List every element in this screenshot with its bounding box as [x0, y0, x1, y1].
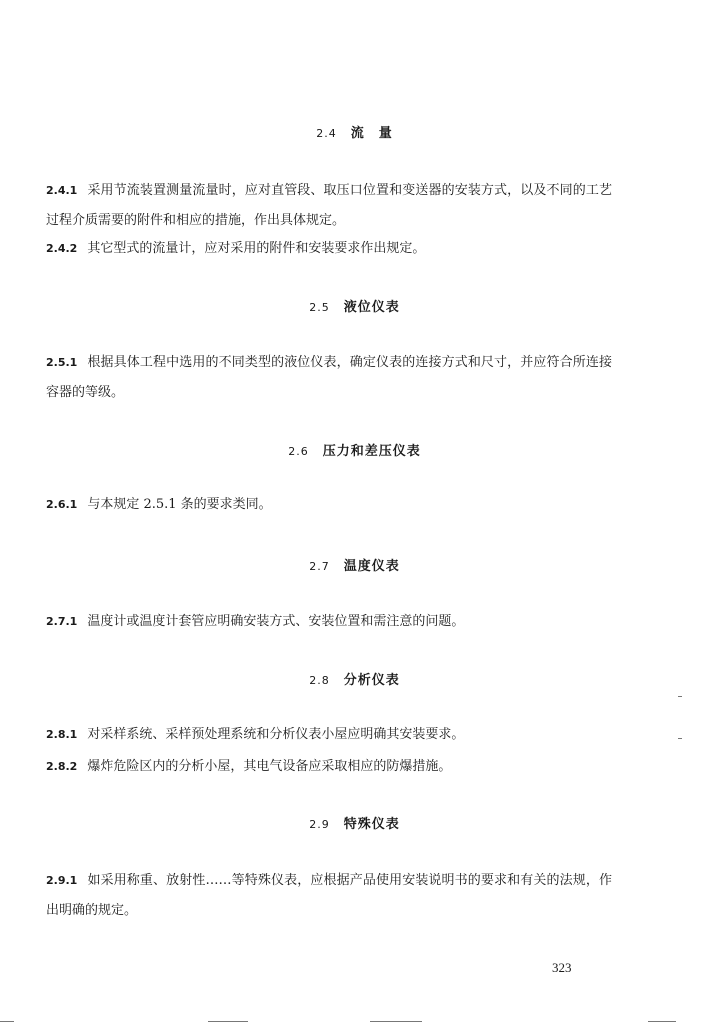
paragraph-number: 2.8.2: [46, 760, 78, 773]
paragraph-text: 爆炸危险区内的分析小屋，其电气设备应采取相应的防爆措施。: [87, 759, 452, 774]
paragraph-2-5-1: [46, 348, 612, 408]
paragraph-2-8-1: [46, 720, 612, 750]
section-title: 分析仪表: [343, 673, 400, 688]
section-title: 流 量: [350, 126, 393, 141]
scan-mark: [0, 1021, 14, 1022]
section-heading-2-9: [0, 813, 709, 832]
section-heading-2-8: [0, 669, 709, 688]
paragraph-2-6-1: [46, 490, 612, 520]
paragraph-text: 根据具体工程中选用的不同类型的液位仪表，确定仪表的连接方式和尺寸，并应符合所连接容器的等级。: [46, 355, 612, 400]
section-heading-2-7: [0, 555, 709, 574]
paragraph-2-7-1: [46, 607, 612, 637]
section-title: 液位仪表: [343, 300, 400, 315]
scan-mark: [648, 1021, 676, 1022]
section-number: 2.6: [288, 445, 309, 458]
paragraph-number: 2.4.2: [46, 242, 78, 255]
paragraph-number: 2.5.1: [46, 356, 78, 369]
paragraph-text: 对采样系统、采样预处理系统和分析仪表小屋应明确其安装要求。: [87, 727, 465, 742]
paragraph-2-8-2: [46, 752, 612, 782]
section-heading-2-4: [0, 122, 709, 141]
paragraph-2-4-1: [46, 176, 612, 236]
paragraph-text: 与本规定 2.5.1 条的要求类同。: [87, 497, 272, 512]
paragraph-text: 如采用称重、放射性……等特殊仪表，应根据产品使用安装说明书的要求和有关的法规，作出明确的规定。: [46, 873, 612, 918]
scan-mark: [678, 696, 682, 697]
paragraph-text: 温度计或温度计套管应明确安装方式、安装位置和需注意的问题。: [87, 614, 465, 629]
section-title: 特殊仪表: [343, 817, 400, 832]
section-number: 2.8: [309, 674, 330, 687]
section-number: 2.7: [309, 560, 330, 573]
section-title: 压力和差压仪表: [322, 444, 421, 459]
paragraph-number: 2.7.1: [46, 615, 78, 628]
scan-mark: [678, 738, 682, 739]
paragraph-2-9-1: [46, 866, 612, 926]
page-number: 323: [552, 960, 572, 975]
paragraph-2-4-2: [46, 234, 612, 264]
scan-mark: [208, 1021, 248, 1022]
paragraph-number: 2.9.1: [46, 874, 78, 887]
paragraph-text: 采用节流装置测量流量时，应对直管段、取压口位置和变送器的安装方式，以及不同的工艺过程介质需要的附件和相应的措施，作出具体规定。: [46, 183, 612, 228]
section-heading-2-6: [0, 440, 709, 459]
section-number: 2.4: [316, 127, 337, 140]
paragraph-text: 其它型式的流量计，应对采用的附件和安装要求作出规定。: [87, 241, 426, 256]
section-number: 2.9: [309, 818, 330, 831]
paragraph-number: 2.6.1: [46, 498, 78, 511]
section-heading-2-5: [0, 296, 709, 315]
paragraph-number: 2.4.1: [46, 184, 78, 197]
scan-mark: [370, 1021, 422, 1022]
section-number: 2.5: [309, 301, 330, 314]
paragraph-number: 2.8.1: [46, 728, 78, 741]
section-title: 温度仪表: [343, 559, 400, 574]
